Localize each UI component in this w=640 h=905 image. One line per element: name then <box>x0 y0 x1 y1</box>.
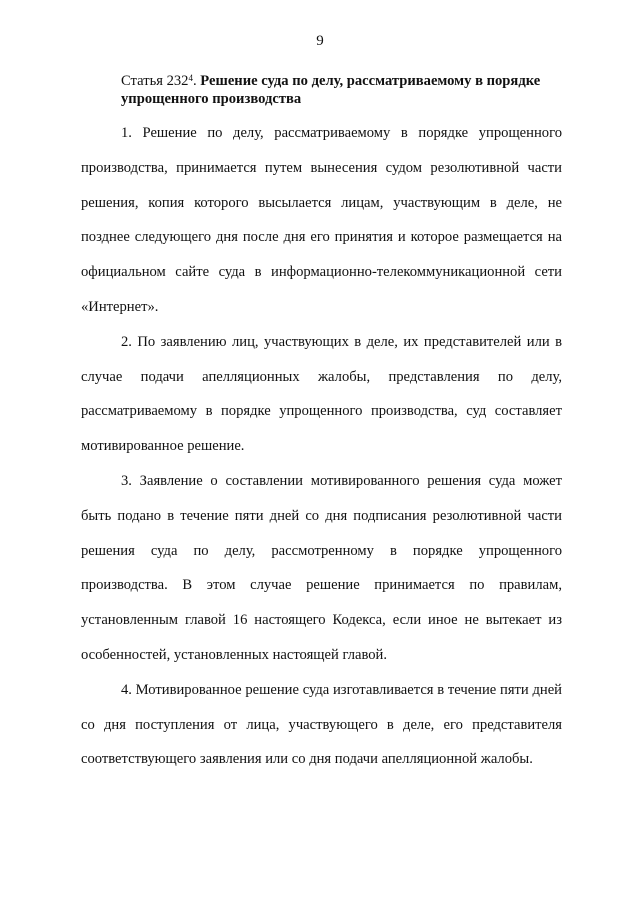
article-label-superscript: 4 <box>188 73 193 83</box>
paragraph-3: 3. Заявление о составлении мотивированного решения суда может быть подано в течение пяти дней со дня подписания резолютивной части решения суда по делу, рассмотренному в порядке упрощенного производства. В этом случае решение принимается по правилам, установленным главой 16 настоящего Кодекса, если иное не вытекает из особенностей, установленных настоящей главой. <box>81 472 562 663</box>
article-label-suffix: . <box>192 73 197 89</box>
paragraph-4: 4. Мотивированное решение суда изготавливается в течение пяти дней со дня поступления от лица, участвующего в деле, его представителя соответствующего заявления или со дня подачи апелляционной жалобы. <box>81 681 562 768</box>
article-label: Статья 232 <box>121 73 189 89</box>
paragraph-1: 1. Решение по делу, рассматриваемому в порядке упрощенного производства, принимается путем вынесения судом резолютивной части решения, копия которого высылается лицам, участвующим в деле, не позднее следующего дня после дня его принятия и которое размещается на официальном сайте суда в информационно-телекоммуникационной сети «Интернет». <box>81 125 562 315</box>
article-heading <box>121 72 581 108</box>
paragraph-2: 2. По заявлению лиц, участвующих в деле, их представителей или в случае подачи апелляционных жалобы, представления по делу, рассматриваемому в порядке упрощенного производства, суд составляет мотивированное решение. <box>81 333 562 455</box>
page-number: 9 <box>316 33 324 49</box>
article-title: Решение суда по делу, рассматриваемому в порядке упрощенного производства <box>121 73 541 107</box>
article-body <box>81 116 562 777</box>
